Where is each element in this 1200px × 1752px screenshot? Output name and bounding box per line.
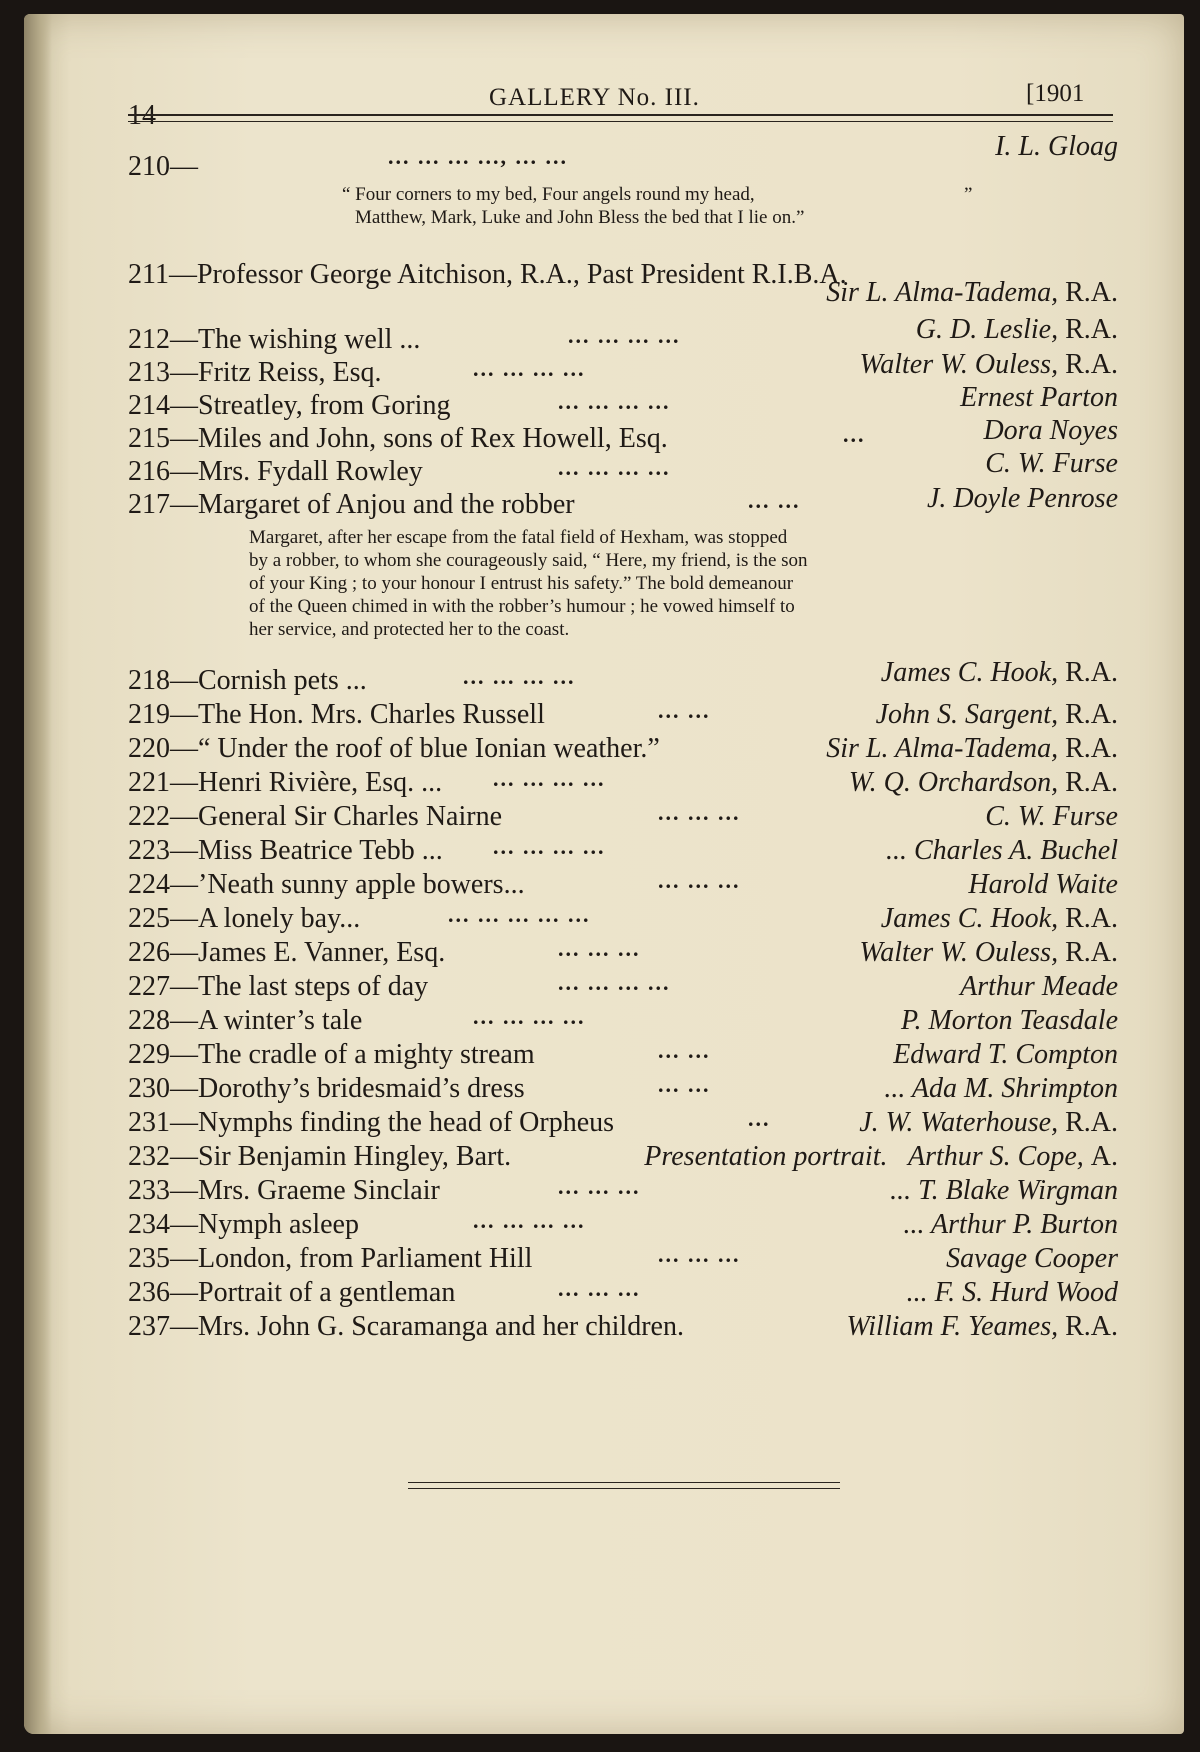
leader-dots: ... ... ... (658, 868, 741, 893)
running-year: [1901 (1026, 80, 1085, 107)
artist-name: William F. Yeames, (846, 1311, 1059, 1342)
entry-title: 231—Nymphs finding the head of Orpheus (128, 1107, 615, 1138)
quote-210-line1 (342, 184, 973, 206)
entry-title: 217—Margaret of Anjou and the robber (128, 489, 575, 520)
note-line: Margaret, after her escape from the fatal field of Hexham, was stopped (249, 527, 788, 548)
entry-artist (927, 482, 1118, 516)
entry-title: 216—Mrs. Fydall Rowley (128, 456, 423, 487)
entry-artist (826, 276, 1118, 310)
book-spine-shadow (24, 14, 52, 1734)
note-line: of the Queen chimed in with the robber’s humour ; he vowed himself to (249, 596, 795, 617)
artist-name: C. W. Furse (985, 448, 1118, 479)
entry-title: 226—James E. Vanner, Esq. (128, 937, 446, 968)
entry-artist (881, 902, 1118, 936)
leader-dots: ... ... ... (558, 936, 641, 961)
entry-artist (881, 656, 1118, 690)
entry-artist (985, 800, 1118, 834)
leader-dots: ... ... ... ... (493, 766, 606, 791)
artist-name: Sir L. Alma-Tadema, (826, 277, 1059, 308)
entry-222 (128, 800, 1118, 834)
entry-title: 214—Streatley, from Goring (128, 390, 451, 421)
artist-name: ... F. S. Hurd Wood (906, 1277, 1118, 1308)
entry-232 (128, 1140, 1118, 1174)
entry-artist (859, 1106, 1118, 1140)
leader-dots: ... ... ... ... (473, 1004, 586, 1029)
artist-name: Arthur Meade (960, 971, 1118, 1002)
entry-title: 227—The last steps of day (128, 971, 429, 1002)
header-rule (128, 114, 1113, 116)
entry-title: 218—Cornish pets ... (128, 665, 367, 696)
leader-dots: ... ... (748, 488, 801, 513)
entry-217 (128, 483, 1118, 522)
leader-dots: ... ... ... ... (493, 834, 606, 859)
artist-name: P. Morton Teasdale (900, 1005, 1118, 1036)
artist-name: Harold Waite (968, 869, 1118, 900)
artist-name: J. W. Waterhouse, (859, 1107, 1059, 1138)
entry-title: 211—Professor George Aitchison, R.A., Past President R.I.B.A. (128, 259, 847, 290)
leader-dots: ... ... ... ... (568, 323, 681, 348)
entry-title: 212—The wishing well ... (128, 324, 421, 355)
entry-title: 237—Mrs. John G. Scaramanga and her children. (128, 1311, 684, 1342)
entry-artist (859, 936, 1118, 970)
artist-name: Edward T. Compton (893, 1039, 1118, 1070)
artist-name: W. Q. Orchardson, (848, 767, 1059, 798)
entry-231 (128, 1106, 1118, 1140)
entry-artist (847, 1310, 1119, 1344)
leader-dots: ... ... ... ... (473, 356, 586, 381)
entry-artist (884, 1072, 1118, 1106)
artist-suffix: R.A. (1065, 349, 1118, 380)
entry-artist (960, 381, 1118, 415)
end-rule (408, 1482, 840, 1483)
artist-suffix: R.A. (1065, 1311, 1118, 1342)
end-rule-lower (408, 1488, 840, 1489)
entry-title: 215—Miles and John, sons of Rex Howell, Esq. (128, 423, 668, 454)
leader-dots: ... ... ... ... ... (448, 902, 591, 927)
entry-artist (946, 1242, 1118, 1276)
quote-close: ” (964, 184, 973, 205)
artist-name: I. L. Gloag (995, 131, 1118, 162)
entry-220 (128, 732, 1118, 766)
artist-suffix: A. (1090, 1141, 1118, 1172)
entry-title: 225—A lonely bay... (128, 903, 361, 934)
entry-234 (128, 1208, 1118, 1242)
artist-name: Dora Noyes (983, 415, 1118, 446)
entry-title: 221—Henri Rivière, Esq. ... (128, 767, 443, 798)
entry-237 (128, 1310, 1118, 1344)
artist-suffix: R.A. (1065, 903, 1118, 934)
artist-name: ... Arthur P. Burton (903, 1209, 1118, 1240)
artist-suffix: R.A. (1065, 314, 1118, 345)
artist-suffix: R.A. (1065, 657, 1118, 688)
entry-title: 228—A winter’s tale (128, 1005, 363, 1036)
entry-223 (128, 834, 1118, 868)
entry-236 (128, 1276, 1118, 1310)
leader-dots: ... ... ... (558, 1276, 641, 1301)
entry-artist (995, 130, 1118, 164)
artist-name: James C. Hook, (880, 657, 1059, 688)
entry-title: 230—Dorothy’s bridesmaid’s dress (128, 1073, 525, 1104)
entry-title: 235—London, from Parliament Hill (128, 1243, 533, 1274)
entry-title: 233—Mrs. Graeme Sinclair (128, 1175, 440, 1206)
artist-name: ... Charles A. Buchel (885, 835, 1118, 866)
entry-artist (968, 868, 1118, 902)
artist-name: ... T. Blake Wirgman (890, 1175, 1118, 1206)
running-title: GALLERY No. III. (489, 84, 700, 111)
artist-suffix: R.A. (1065, 1107, 1118, 1138)
leader-dots: ... ... ... ... (463, 664, 576, 689)
leader-dots: ... ... ... (558, 1174, 641, 1199)
artist-name: Walter W. Ouless, (859, 349, 1059, 380)
artist-name: James C. Hook, (880, 903, 1059, 934)
quote-210-line2: Matthew, Mark, Luke and John Bless the bed that I lie on.” (355, 207, 805, 228)
leader-dots: ... ... ... (658, 800, 741, 825)
entry-artist (983, 414, 1118, 448)
entry-artist (849, 766, 1118, 800)
entry-artist (960, 970, 1118, 1004)
entry-artist (916, 313, 1118, 347)
entry-233 (128, 1174, 1118, 1208)
entry-227 (128, 970, 1118, 1004)
catalogue-page (24, 14, 1184, 1734)
entry-artist (893, 1038, 1118, 1072)
entry-artist (826, 732, 1118, 766)
entry-artist (904, 1208, 1118, 1242)
entry-218 (128, 657, 1118, 698)
entry-210 (128, 131, 1118, 182)
note-line: of your King ; to your honour I entrust his safety.” The bold demeanour (249, 573, 794, 594)
entry-artist (859, 348, 1118, 382)
entry-artist (644, 1140, 1118, 1174)
leader-dots: ... (843, 422, 866, 447)
header-rule-thin (128, 121, 1113, 122)
artist-name: Ernest Parton (960, 382, 1118, 413)
artist-suffix: R.A. (1065, 733, 1118, 764)
entry-219 (128, 698, 1118, 732)
leader-dots: ... ... (658, 698, 711, 723)
entry-224 (128, 868, 1118, 902)
artist-name: C. W. Furse (985, 801, 1118, 832)
entry-229 (128, 1038, 1118, 1072)
page-number: 14 (128, 100, 156, 131)
entry-artist (890, 1174, 1118, 1208)
entry-artist (901, 1004, 1118, 1038)
entry-230 (128, 1072, 1118, 1106)
artist-name: Presentation portrait. Arthur S. Cope, (644, 1141, 1084, 1172)
entry-221 (128, 766, 1118, 800)
entry-title: 229—The cradle of a mighty stream (128, 1039, 535, 1070)
artist-suffix: R.A. (1065, 937, 1118, 968)
leader-dots: ... ... ... ... (558, 970, 671, 995)
entry-artist (985, 447, 1118, 481)
artist-name: G. D. Leslie, (915, 314, 1059, 345)
entry-title: 219—The Hon. Mrs. Charles Russell (128, 699, 545, 730)
entry-title: 224—’Neath sunny apple bowers... (128, 869, 525, 900)
entry-226 (128, 936, 1118, 970)
entry-title: 223—Miss Beatrice Tebb ... (128, 835, 443, 866)
entry-228 (128, 1004, 1118, 1038)
artist-suffix: R.A. (1065, 767, 1118, 798)
entry-214 (128, 382, 1118, 423)
leader-dots: ... ... ... ... (558, 455, 671, 480)
entry-title: 234—Nymph asleep (128, 1209, 359, 1240)
leader-dots: ... (748, 1106, 771, 1131)
entry-235 (128, 1242, 1118, 1276)
leader-dots: ... ... (658, 1038, 711, 1063)
entry-artist (886, 834, 1118, 868)
entry-title: 222—General Sir Charles Nairne (128, 801, 502, 832)
note-line: by a robber, to whom she courageously said, “ Here, my friend, is the son (249, 550, 808, 571)
artist-name: Sir L. Alma-Tadema, (826, 733, 1059, 764)
entry-title: 210— (128, 151, 198, 182)
quote-text: “ Four corners to my bed, Four angels round my head, (342, 184, 755, 205)
artist-suffix: R.A. (1065, 277, 1118, 308)
leader-dots: ... ... (658, 1072, 711, 1097)
note-217 (249, 526, 1029, 641)
entry-211 (128, 250, 1118, 310)
artist-name: John S. Sargent, (875, 699, 1059, 730)
note-line: her service, and protected her to the coast. (249, 619, 570, 640)
entry-artist (876, 698, 1118, 732)
entry-title: 213—Fritz Reiss, Esq. (128, 357, 382, 388)
leader-dots: ... ... ... ... (473, 1208, 586, 1233)
entry-title: 220—“ Under the roof of blue Ionian weather.” (128, 733, 660, 764)
artist-name: J. Doyle Penrose (927, 483, 1118, 514)
leader-dots: ... ... ... ... (558, 389, 671, 414)
artist-suffix: R.A. (1065, 699, 1118, 730)
entry-title: 236—Portrait of a gentleman (128, 1277, 456, 1308)
leader-dots: ... ... ... (658, 1242, 741, 1267)
artist-name: Savage Cooper (946, 1243, 1118, 1274)
entry-225 (128, 902, 1118, 936)
entry-title: 232—Sir Benjamin Hingley, Bart. (128, 1141, 512, 1172)
artist-name: Walter W. Ouless, (859, 937, 1059, 968)
entry-artist (907, 1276, 1118, 1310)
artist-name: ... Ada M. Shrimpton (884, 1073, 1118, 1104)
leader-dots: ... ... ... ..., ... ... (388, 144, 568, 169)
